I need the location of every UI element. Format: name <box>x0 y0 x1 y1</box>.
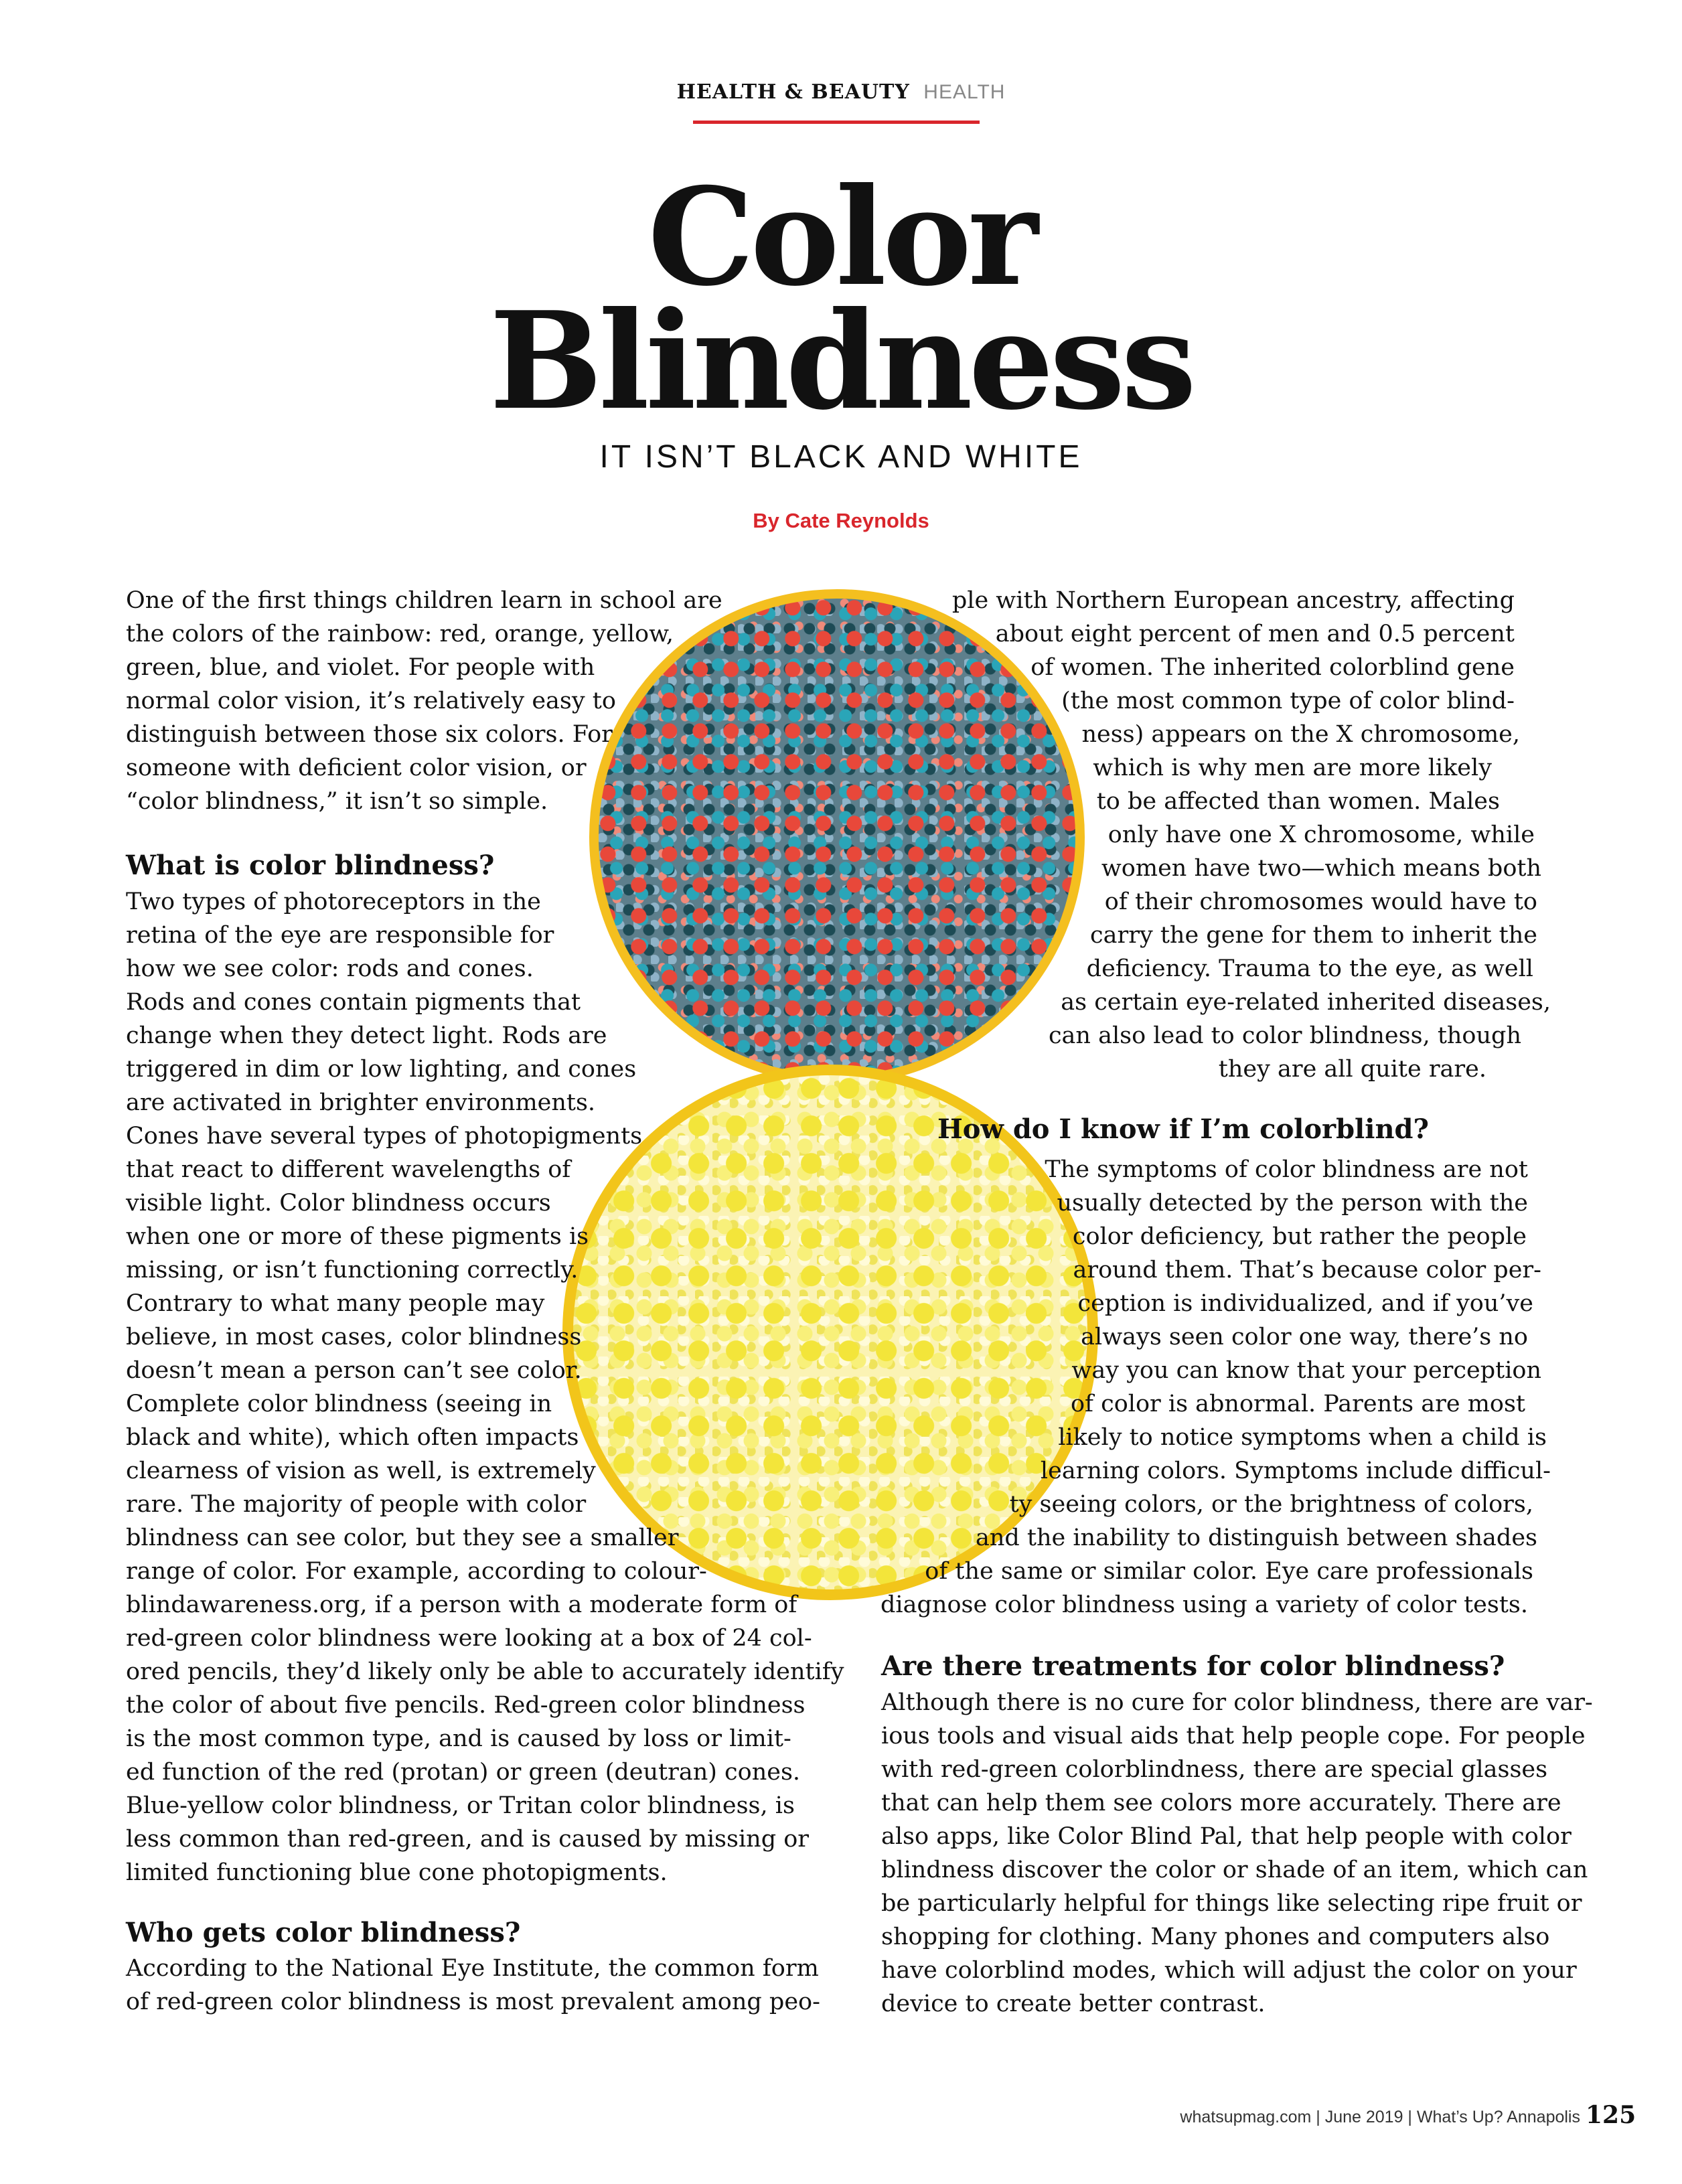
section-rule <box>693 121 980 124</box>
body-line: less common than red-green, and is caused by missing or <box>126 1826 810 1853</box>
body-line: usually detected by the person with the <box>1057 1190 1528 1217</box>
heading-treatments: Are there treatments for color blindness? <box>881 1650 1505 1682</box>
body-line: also apps, like Color Blind Pal, that help people with color <box>881 1823 1572 1850</box>
body-line: is the most common type, and is caused by loss or limit- <box>126 1725 791 1752</box>
body-line: Contrary to what many people may <box>126 1290 545 1317</box>
body-line: likely to notice symptoms when a child is <box>1058 1424 1547 1451</box>
body-line: range of color. For example, according to colour- <box>126 1558 707 1585</box>
body-line: clearness of vision as well, is extremely <box>126 1458 596 1484</box>
body-line: Cones have several types of photopigments <box>126 1123 643 1150</box>
body-line: only have one X chromosome, while <box>1107 822 1535 848</box>
body-line: the color of about five pencils. Red-green color blindness <box>126 1692 806 1719</box>
body-line: (the most common type of color blind- <box>1061 688 1515 714</box>
heading-who-gets: Who gets color blindness? <box>126 1917 521 1948</box>
body-line: ness) appears on the X chromosome, <box>1081 721 1520 748</box>
body-line: missing, or isn’t functioning correctly. <box>126 1257 579 1283</box>
body-line: deficiency. Trauma to the eye, as well <box>1086 955 1533 982</box>
subsection-name: HEALTH <box>923 81 1006 103</box>
body-line: change when they detect light. Rods are <box>126 1022 607 1049</box>
body-line: Complete color blindness (seeing in <box>126 1391 552 1417</box>
body-line: blindness can see color, but they see a smaller <box>126 1525 679 1551</box>
intro-line: distinguish between those six colors. For <box>126 721 613 748</box>
byline: By Cate Reynolds <box>753 509 929 532</box>
body-line: that can help them see colors more accurately. There are <box>881 1790 1561 1816</box>
body-line: of color is abnormal. Parents are most <box>1070 1391 1525 1417</box>
intro-line: “color blindness,” it isn’t so simple. <box>126 788 548 815</box>
article-title-line1: Color <box>647 159 1035 316</box>
body-line: carry the gene for them to inherit the <box>1090 922 1537 949</box>
body-line: are activated in brighter environments. <box>126 1089 596 1116</box>
body-line: The symptoms of color blindness are not <box>1045 1156 1528 1183</box>
body-line: black and white), which often impacts <box>126 1424 579 1451</box>
body-line: ious tools and visual aids that help people cope. For people <box>881 1723 1586 1749</box>
footer-text: whatsupmag.com | June 2019 | What’s Up? Annapolis <box>1180 2108 1580 2126</box>
body-line: how we see color: rods and cones. <box>126 955 534 982</box>
body-line: learning colors. Symptoms include difficul- <box>1040 1458 1551 1484</box>
body-line: can also lead to color blindness, though <box>1048 1022 1521 1049</box>
body-line: Blue-yellow color blindness, or Tritan color blindness, is <box>126 1792 795 1819</box>
intro-line: green, blue, and violet. For people with <box>126 654 595 681</box>
body-line: have colorblind modes, which will adjust the color on your <box>881 1957 1577 1984</box>
article-title-line2: Blindness <box>489 283 1193 440</box>
body-line: way you can know that your perception <box>1071 1357 1541 1384</box>
heading-what-is: What is color blindness? <box>126 850 495 881</box>
body-line: ple with Northern European ancestry, affecting <box>951 587 1515 614</box>
body-line: triggered in dim or low lighting, and cones <box>126 1056 637 1083</box>
body-line: and the inability to distinguish between shades <box>975 1525 1537 1551</box>
body-line: red-green color blindness were looking at a box of 24 col- <box>126 1625 812 1652</box>
body-line: when one or more of these pigments is <box>126 1223 589 1250</box>
body-line: limited functioning blue cone photopigments. <box>126 1859 668 1886</box>
body-line: as certain eye-related inherited diseases, <box>1061 989 1551 1016</box>
body-line: about eight percent of men and 0.5 percent <box>995 621 1515 647</box>
body-line: be particularly helpful for things like selecting ripe fruit or <box>881 1890 1582 1917</box>
body-line: of red-green color blindness is most prevalent among peo- <box>126 1988 820 2015</box>
body-line: believe, in most cases, color blindness <box>126 1324 582 1350</box>
body-line: Rods and cones contain pigments that <box>126 989 581 1016</box>
body-line: with red-green colorblindness, there are special glasses <box>881 1756 1548 1783</box>
body-line: diagnose color blindness using a variety of color tests. <box>881 1591 1528 1618</box>
body-line: rare. The majority of people with color <box>126 1491 587 1518</box>
body-line: device to create better contrast. <box>881 1991 1266 2017</box>
body-line: which is why men are more likely <box>1093 755 1492 781</box>
body-line: visible light. Color blindness occurs <box>126 1190 551 1217</box>
body-line: of women. The inherited colorblind gene <box>1030 654 1515 681</box>
body-line: always seen color one way, there’s no <box>1081 1324 1528 1350</box>
section-label <box>0 80 1682 104</box>
body-line: blindawareness.org, if a person with a moderate form of <box>126 1591 797 1618</box>
body-line: According to the National Eye Institute, the common form <box>126 1955 819 1982</box>
body-line: ed function of the red (protan) or green (deutran) cones. <box>126 1759 801 1786</box>
body-line: color deficiency, but rather the people <box>1072 1223 1527 1250</box>
intro-line: the colors of the rainbow: red, orange, yellow, <box>126 621 674 647</box>
body-line: blindness discover the color or shade of an item, which can <box>881 1857 1588 1883</box>
section-name: HEALTH & BEAUTY <box>676 80 910 104</box>
body-line: they are all quite rare. <box>1218 1056 1486 1083</box>
intro-line: someone with deficient color vision, or <box>126 755 587 781</box>
body-line: ty seeing colors, or the brightness of colors, <box>1009 1491 1533 1518</box>
body-line: shopping for clothing. Many phones and computers also <box>881 1924 1550 1950</box>
body-line: Although there is no cure for color blindness, there are var- <box>881 1689 1593 1716</box>
body-line: ored pencils, they’d likely only be able to accurately identify <box>126 1658 844 1685</box>
intro-line: normal color vision, it’s relatively easy to <box>126 688 616 714</box>
body-line: ception is individualized, and if you’ve <box>1077 1290 1533 1317</box>
body-line: of the same or similar color. Eye care professionals <box>925 1558 1533 1585</box>
page-number: 125 <box>1586 2101 1636 2129</box>
body-line: that react to different wavelengths of <box>126 1156 571 1183</box>
intro-line: One of the first things children learn in school are <box>126 587 722 614</box>
article-subtitle: IT ISN’T BLACK AND WHITE <box>599 439 1083 475</box>
body-line: to be affected than women. Males <box>1096 788 1500 815</box>
body-line: doesn’t mean a person can’t see color. <box>126 1357 582 1384</box>
body-line: retina of the eye are responsible for <box>126 922 554 949</box>
body-line: women have two—which means both <box>1101 855 1541 882</box>
heading-how-know: How do I know if I’m colorblind? <box>937 1113 1429 1145</box>
body-line: of their chromosomes would have to <box>1104 888 1537 915</box>
body-line: Two types of photoreceptors in the <box>126 888 541 915</box>
body-line: around them. That’s because color per- <box>1073 1257 1541 1283</box>
